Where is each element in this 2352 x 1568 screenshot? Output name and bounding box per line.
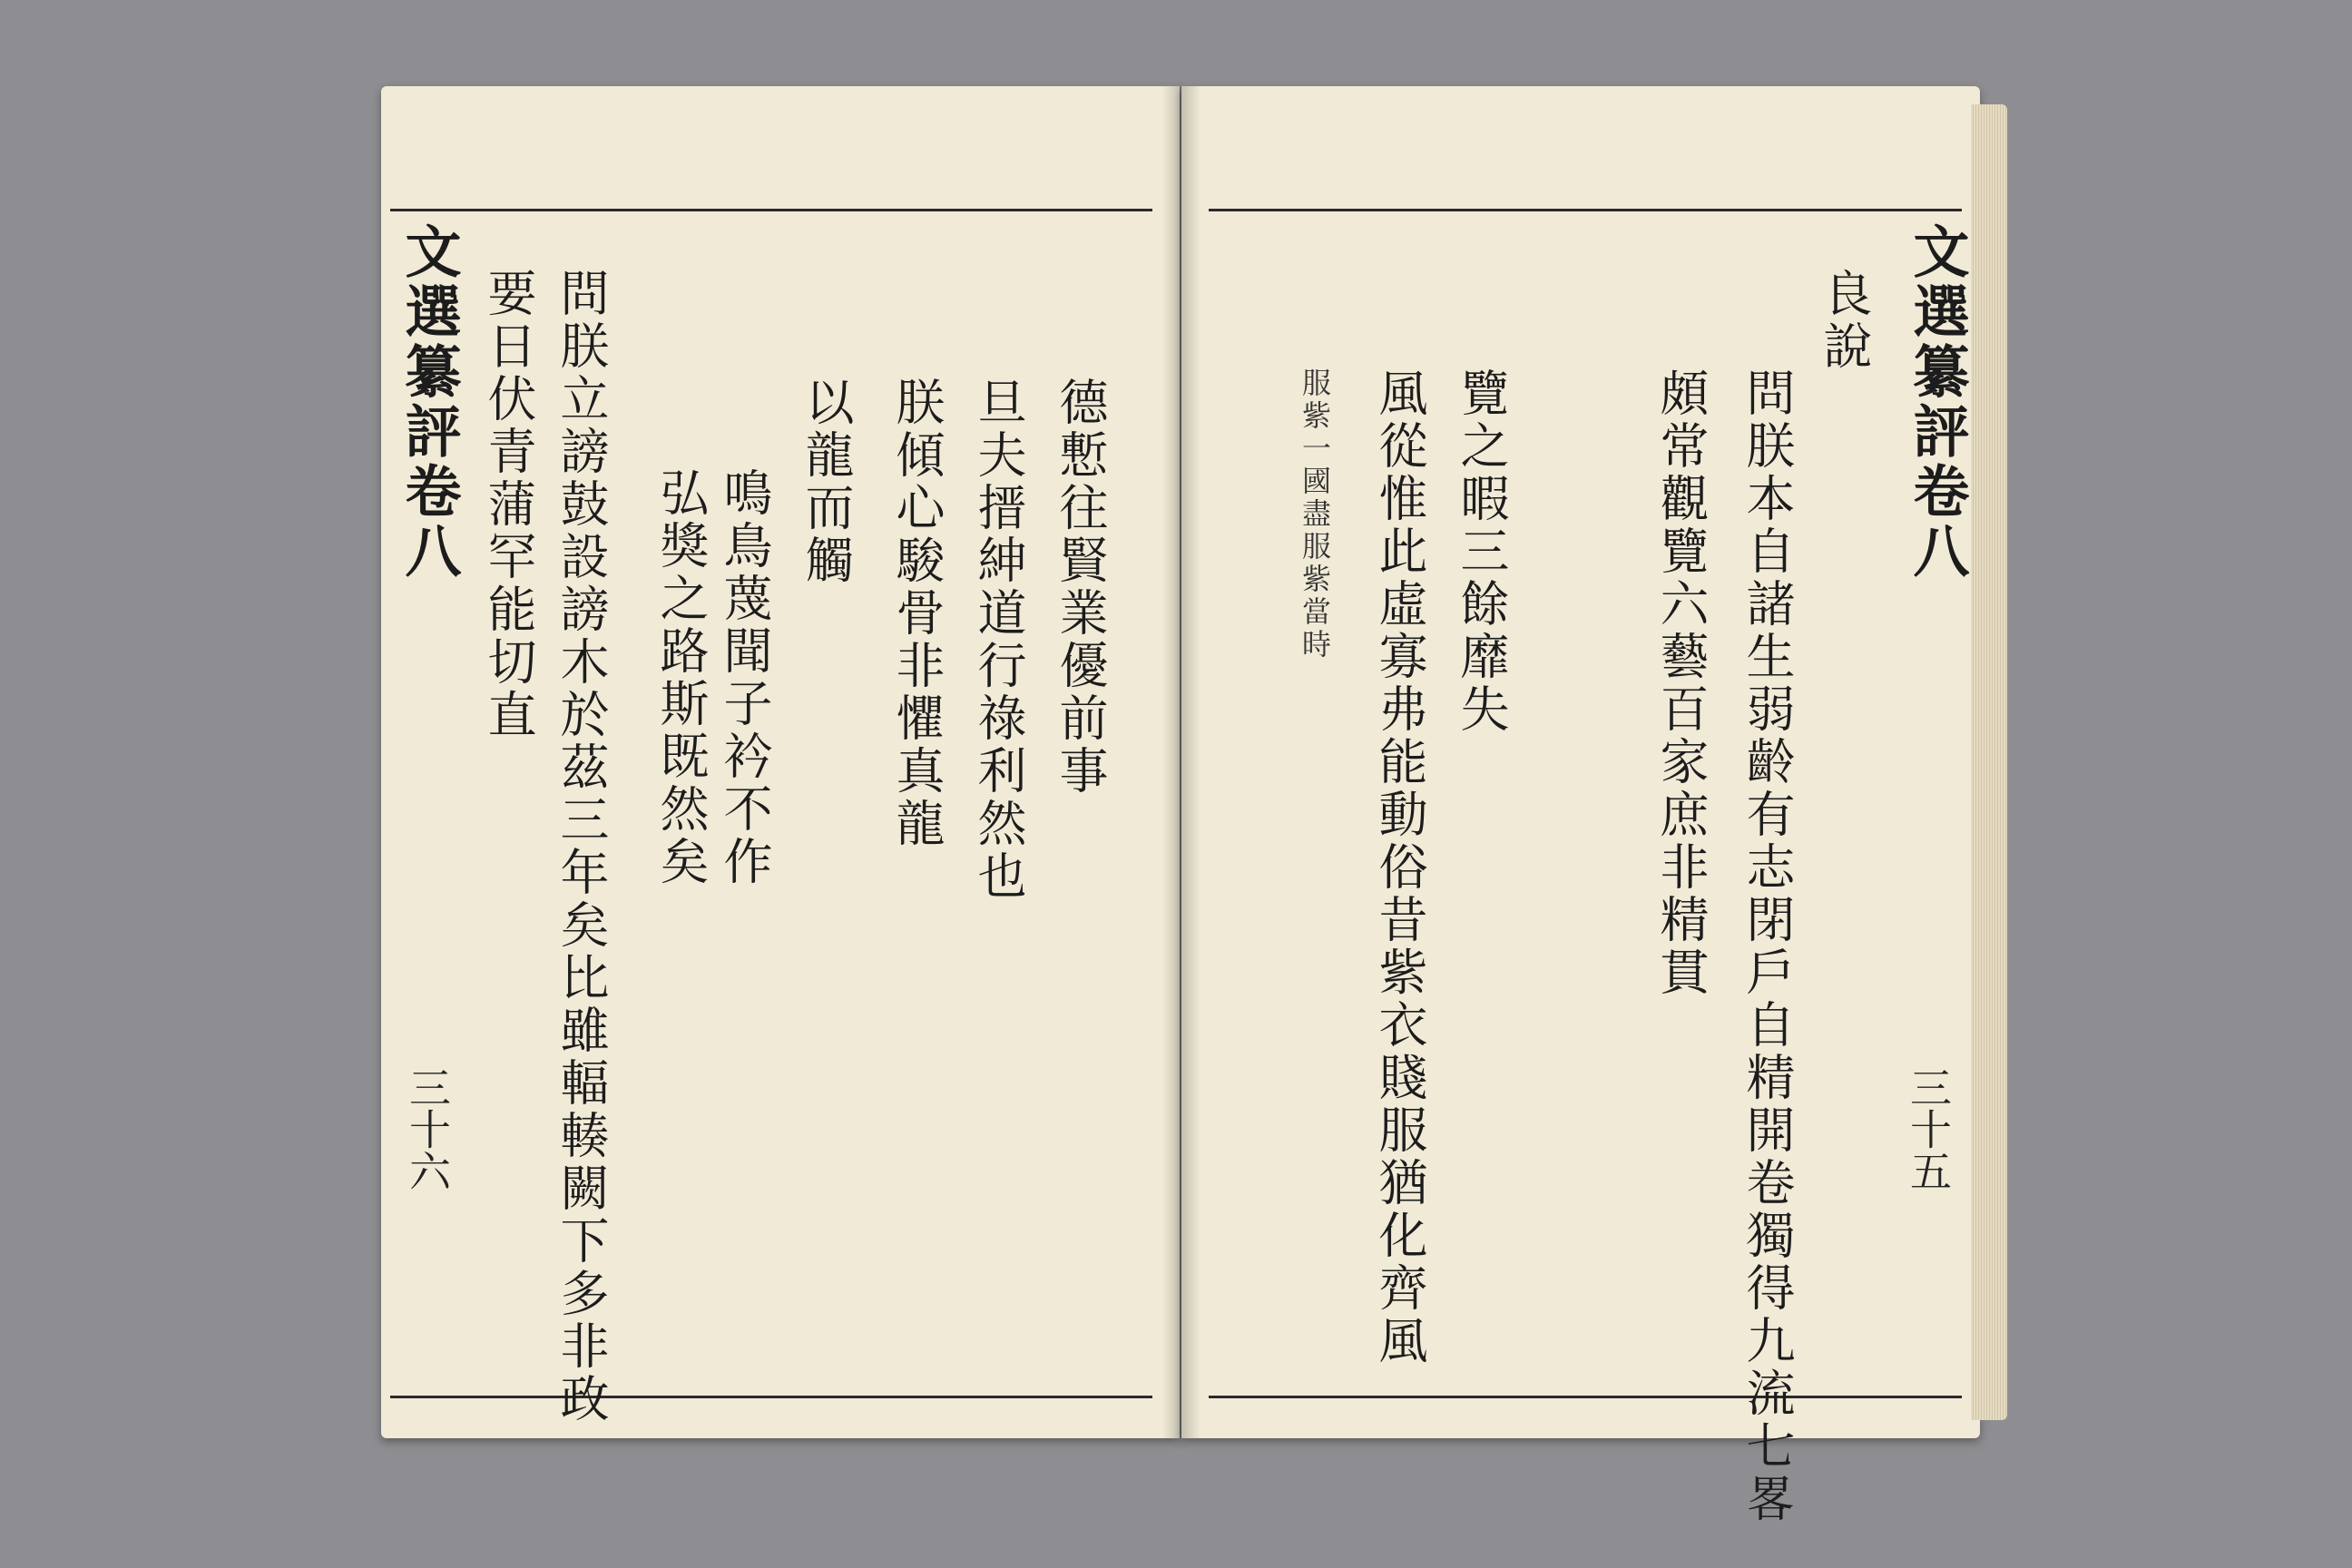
left-col-7: 要日伏青蒲罕能切直 bbox=[480, 268, 537, 741]
open-book bbox=[381, 86, 2005, 1525]
left-col-5: 弘獎之路斯既然矣 bbox=[652, 467, 710, 888]
left-header: 文選纂評卷八 bbox=[396, 222, 462, 582]
left-page bbox=[381, 86, 1180, 1438]
left-col-6: 問朕立謗鼓設謗木於茲三年矣比雖輻輳闕下多非政 bbox=[553, 268, 610, 1426]
right-col-1: 頗常觀覽六藝百家庶非精貫 bbox=[1652, 368, 1710, 999]
left-col-1: 旦夫搢紳道行祿利然也 bbox=[970, 377, 1027, 903]
page-edges bbox=[1971, 104, 2007, 1420]
right-header: 文選纂評卷八 bbox=[1904, 222, 1970, 582]
book-gutter bbox=[1161, 86, 1201, 1438]
left-col-3: 以龍而觸 bbox=[798, 377, 855, 587]
left-folio: 三十六 bbox=[403, 1066, 452, 1191]
right-col-2: 覽之暇三餘靡失 bbox=[1453, 368, 1510, 736]
left-col-0: 德慙往賢業優前事 bbox=[1052, 377, 1109, 798]
right-col-4: 服紫一國盡服紫當時 bbox=[1298, 368, 1332, 662]
right-folio: 三十五 bbox=[1904, 1066, 1953, 1191]
left-col-4: 鳴鳥蔑聞子衿不作 bbox=[716, 467, 773, 888]
left-col-2: 朕傾心駿骨非懼真龍 bbox=[888, 377, 946, 850]
right-heading: 良說 bbox=[1816, 268, 1873, 373]
right-page bbox=[1181, 86, 1980, 1525]
right-col-3: 風從惟此虛寡弗能動俗昔紫衣賤服猶化齊風 bbox=[1371, 368, 1428, 1367]
right-col-0: 問朕本自諸生弱齡有志閉戶自精開卷獨得九流七畧 bbox=[1739, 368, 1796, 1525]
